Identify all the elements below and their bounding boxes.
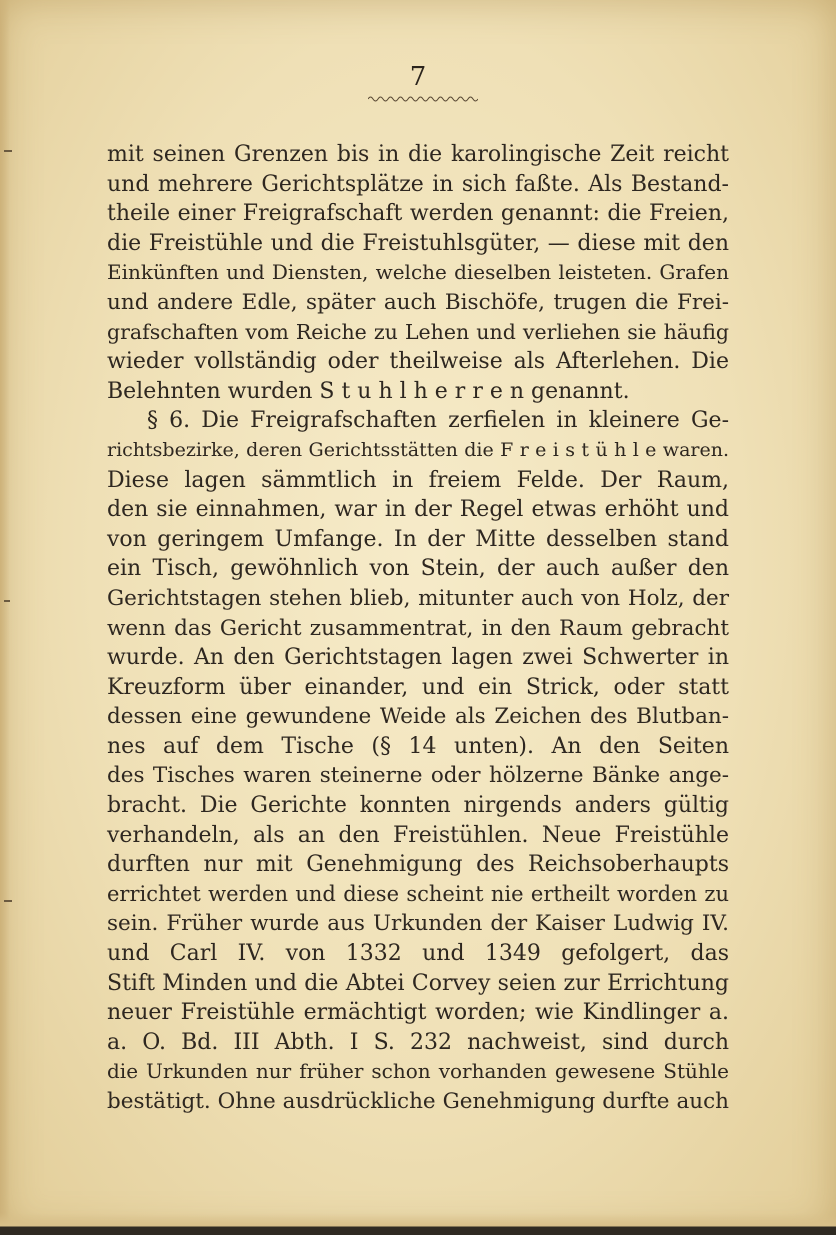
text-line: die Freistühle und die Freistuhlsgüter, — diese mit den (107, 230, 729, 256)
text-line: die Urkunden nur früher schon vorhanden gewesene Stühle (107, 1059, 729, 1084)
text-line: Gerichtstagen stehen blieb, mitunter auch von Holz, der (107, 585, 729, 611)
text-line: und Carl IV. von 1332 und 1349 gefolgert, das (107, 941, 729, 967)
text-line: des Tisches waren steinerne oder hölzerne Bänke ange- (107, 763, 729, 789)
text-line: und mehrere Gerichtsplätze in sich faßte. Als Bestand- (107, 171, 729, 197)
text-line: und andere Edle, später auch Bischöfe, trugen die Frei- (107, 289, 729, 315)
text-line: neuer Freistühle ermächtigt worden; wie Kindlinger a. (107, 1000, 729, 1026)
text-line: bracht. Die Gerichte konnten nirgends anders gültig (107, 793, 729, 819)
text-line: theile einer Freigrafschaft werden genannt: die Freien, (107, 201, 729, 227)
text-line: verhandeln, als an den Freistühlen. Neue Freistühle (107, 822, 729, 848)
text-line: Kreuzform über einander, und ein Strick, oder statt (107, 674, 729, 700)
text-line: nes auf dem Tische (§ 14 unten). An den Seiten (107, 733, 729, 759)
text-line: durften nur mit Genehmigung des Reichsoberhaupts (107, 852, 729, 878)
text-line: ein Tisch, gewöhnlich von Stein, der auch außer den (107, 556, 729, 582)
text-line: Einkünften und Diensten, welche dieselben leisteten. Grafen (107, 260, 729, 285)
margin-mark (4, 900, 12, 902)
text-line: errichtet werden und diese scheint nie ertheilt worden zu (107, 881, 729, 906)
text-line: a. O. Bd. III Abth. I S. 232 nachweist, sind durch (107, 1029, 729, 1055)
page-edge-bottom (0, 1213, 836, 1235)
text-line: richtsbezirke, deren Gerichtsstätten die F r e i s t ü h l e waren. (107, 438, 729, 461)
text-line: wieder vollständig oder theilweise als Afterlehen. Die (107, 349, 729, 375)
text-line: den sie einnahmen, war in der Regel etwas erhöht und (107, 497, 729, 523)
text-line: Stift Minden und die Abtei Corvey seien zur Errichtung (107, 970, 729, 996)
decorative-wavy-rule (368, 95, 478, 103)
page-number: 7 (409, 62, 427, 92)
text-line: sein. Früher wurde aus Urkunden der Kaiser Ludwig IV. (107, 911, 729, 937)
text-line: grafschaften vom Reiche zu Lehen und verliehen sie häufig (107, 319, 729, 344)
text-line: § 6. Die Freigrafschaften zerfielen in kleinere Ge- (147, 408, 729, 434)
text-line: von geringem Umfange. In der Mitte desselben stand (107, 526, 729, 552)
page-edge-left (0, 0, 10, 1235)
text-line: bestätigt. Ohne ausdrückliche Genehmigung durfte auch (107, 1089, 729, 1114)
text-line: dessen eine gewundene Weide als Zeichen des Blutban- (107, 704, 729, 730)
margin-mark (4, 600, 10, 602)
text-line: wurde. An den Gerichtstagen lagen zwei Schwerter in (107, 645, 729, 671)
text-line: wenn das Gericht zusammentrat, in den Raum gebracht (107, 615, 729, 641)
text-line: mit seinen Grenzen bis in die karolingische Zeit reicht (107, 142, 729, 167)
text-line: Belehnten wurden S t u h l h e r r e n genannt. (107, 378, 630, 404)
text-line: Diese lagen sämmtlich in freiem Felde. Der Raum, (107, 467, 729, 493)
body-text (107, 140, 729, 1117)
margin-mark (4, 150, 12, 152)
